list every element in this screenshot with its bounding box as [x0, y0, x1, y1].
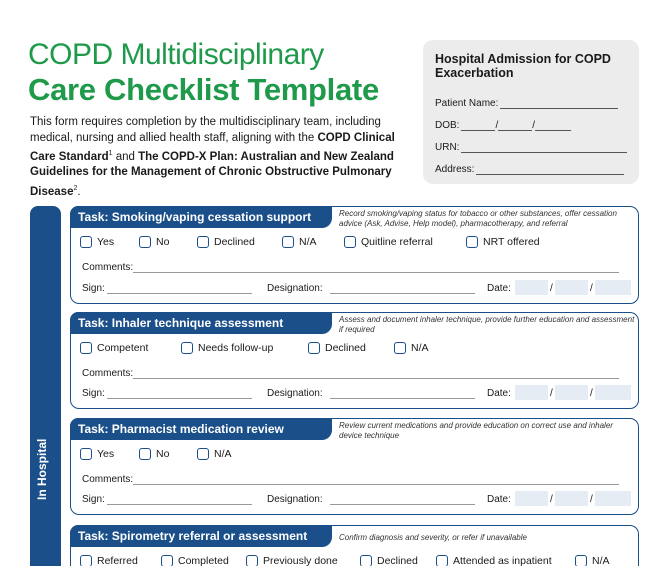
- intro-text-1: This form requires completion by the multidisciplinary team, including medical, nursing and allied health staff, aligning with the: [30, 116, 381, 144]
- date-year-field[interactable]: [595, 385, 631, 400]
- checkbox[interactable]: [344, 236, 356, 248]
- designation-label: Designation:: [267, 283, 323, 294]
- dob-label: DOB:: [435, 120, 460, 131]
- comments-label: Comments:: [82, 474, 134, 485]
- date-month-field[interactable]: [555, 385, 588, 400]
- checkbox[interactable]: [197, 448, 209, 460]
- card-note: Confirm diagnosis and severity, or refer if unavailable: [339, 533, 527, 542]
- checkbox[interactable]: [360, 555, 372, 566]
- checkbox[interactable]: [139, 448, 151, 460]
- task-card-pharmacist: [70, 418, 639, 515]
- comments-field[interactable]: [133, 475, 619, 485]
- date-label: Date:: [487, 388, 511, 399]
- option-nrt-offered[interactable]: NRT offered: [466, 236, 556, 248]
- option-attended-as-inpatient[interactable]: Attended as inpatient: [436, 555, 575, 566]
- intro-text-2: and: [112, 150, 139, 163]
- comments-field[interactable]: [133, 263, 619, 273]
- checkbox[interactable]: [80, 448, 92, 460]
- checkbox[interactable]: [161, 555, 173, 566]
- checkbox[interactable]: [308, 342, 320, 354]
- checkbox[interactable]: [80, 555, 92, 566]
- option-declined[interactable]: Declined: [360, 555, 436, 566]
- date-day-field[interactable]: [515, 491, 548, 506]
- sign-field[interactable]: [107, 495, 252, 505]
- patient-name-label: Patient Name:: [435, 98, 499, 109]
- address-field[interactable]: [476, 165, 624, 175]
- card-title: Task: Smoking/vaping cessation support: [70, 206, 332, 228]
- page-title: [28, 40, 379, 105]
- intro-paragraph: [30, 115, 410, 200]
- option-needs-follow-up[interactable]: Needs follow-up: [181, 342, 308, 354]
- dob-slash-1: /: [495, 120, 499, 131]
- checkbox[interactable]: [466, 236, 478, 248]
- option-competent[interactable]: Competent: [80, 342, 181, 354]
- card-note: Record smoking/vaping status for tobacco or other substances, offer cessation advice (Ask, Advise, Help model), pharmacotherapy, and referral: [339, 209, 617, 228]
- date-year-field[interactable]: [595, 491, 631, 506]
- checkbox[interactable]: [181, 342, 193, 354]
- address-label: Address:: [435, 164, 475, 175]
- intro-guideline-name: The COPD-X Plan: Australian and New Zealand Guidelines for the Management of Chronic Obstructive Pulmonary Disease: [30, 150, 394, 198]
- side-tab-label: In Hospital: [35, 438, 49, 500]
- card-title: Task: Inhaler technique assessment: [70, 312, 332, 334]
- admission-heading: Hospital Admission for COPD Exacerbation: [435, 52, 611, 80]
- card-note: Review current medications and provide education on correct use and inhaler device technique: [339, 421, 613, 440]
- checkbox[interactable]: [394, 342, 406, 354]
- designation-label: Designation:: [267, 388, 323, 399]
- checkbox[interactable]: [197, 236, 209, 248]
- intro-ref-1: 1: [108, 150, 113, 157]
- option-na[interactable]: N/A: [575, 555, 615, 566]
- intro-standard-name: COPD Clinical Care Standard: [30, 131, 395, 163]
- urn-row: [435, 141, 627, 153]
- intro-text-3: .: [77, 185, 81, 198]
- checkbox[interactable]: [80, 342, 92, 354]
- option-na[interactable]: N/A: [282, 236, 344, 248]
- comments-row: [82, 474, 619, 485]
- address-row: [435, 163, 627, 175]
- date-label: Date:: [487, 283, 511, 294]
- checkbox[interactable]: [282, 236, 294, 248]
- task-card-smoking: [70, 206, 639, 304]
- checkbox[interactable]: [575, 555, 587, 566]
- intro-ref-2: 2: [73, 184, 78, 192]
- date-day-field[interactable]: [515, 280, 548, 295]
- date-month-field[interactable]: [555, 491, 588, 506]
- checkbox[interactable]: [436, 555, 448, 566]
- task-card-inhaler: [70, 312, 639, 409]
- option-no[interactable]: No: [139, 448, 197, 460]
- title-line-2: Care Checklist Template: [28, 72, 379, 107]
- dob-day-field[interactable]: [461, 121, 495, 131]
- card-title: Task: Pharmacist medication review: [70, 418, 332, 440]
- option-yes[interactable]: Yes: [80, 236, 139, 248]
- urn-field[interactable]: [461, 143, 627, 153]
- checkbox[interactable]: [246, 555, 258, 566]
- dob-year-field[interactable]: [535, 121, 571, 131]
- options-row: [80, 342, 454, 354]
- in-hospital-side-tab: [30, 206, 61, 566]
- option-previously-done[interactable]: Previously done: [246, 555, 360, 566]
- dob-row: [435, 119, 627, 131]
- option-na[interactable]: N/A: [197, 448, 257, 460]
- option-quitline-referral[interactable]: Quitline referral: [344, 236, 466, 248]
- options-row: [80, 236, 556, 248]
- patient-name-row: [435, 97, 627, 109]
- option-na[interactable]: N/A: [394, 342, 454, 354]
- comments-row: [82, 368, 619, 379]
- dob-slash-2: /: [532, 120, 536, 131]
- designation-field[interactable]: [330, 389, 475, 399]
- options-row: [80, 555, 615, 566]
- option-declined[interactable]: Declined: [197, 236, 282, 248]
- option-no[interactable]: No: [139, 236, 197, 248]
- title-line-1: COPD Multidisciplinary: [28, 38, 324, 71]
- designation-field[interactable]: [330, 495, 475, 505]
- dob-month-field[interactable]: [498, 121, 532, 131]
- sign-label: Sign:: [82, 388, 105, 399]
- task-card-spirometry: [70, 525, 639, 566]
- card-note: Assess and document inhaler technique, provide further education and assessment if required: [339, 315, 635, 334]
- designation-field[interactable]: [330, 284, 475, 294]
- comments-row: [82, 262, 619, 273]
- options-row: [80, 448, 257, 460]
- checkbox[interactable]: [139, 236, 151, 248]
- date-month-field[interactable]: [555, 280, 588, 295]
- sign-field[interactable]: [107, 284, 252, 294]
- sign-row: Sign: Designation: Date: / /: [82, 280, 632, 294]
- admission-panel: [423, 40, 639, 184]
- sign-label: Sign:: [82, 283, 105, 294]
- sign-field[interactable]: [107, 389, 252, 399]
- date-label: Date:: [487, 494, 511, 505]
- urn-label: URN:: [435, 142, 460, 153]
- date-year-field[interactable]: [595, 280, 631, 295]
- option-completed[interactable]: Completed: [161, 555, 246, 566]
- sign-row: Sign: Designation: Date: / /: [82, 491, 632, 505]
- option-referred[interactable]: Referred: [80, 555, 161, 566]
- card-title: Task: Spirometry referral or assessment: [70, 525, 332, 547]
- comments-field[interactable]: [133, 369, 619, 379]
- sign-row: Sign: Designation: Date: / /: [82, 385, 632, 399]
- designation-label: Designation:: [267, 494, 323, 505]
- checkbox[interactable]: [80, 236, 92, 248]
- comments-label: Comments:: [82, 262, 134, 273]
- date-day-field[interactable]: [515, 385, 548, 400]
- option-yes[interactable]: Yes: [80, 448, 139, 460]
- comments-label: Comments:: [82, 368, 134, 379]
- patient-name-field[interactable]: [500, 99, 618, 109]
- option-declined[interactable]: Declined: [308, 342, 394, 354]
- sign-label: Sign:: [82, 494, 105, 505]
